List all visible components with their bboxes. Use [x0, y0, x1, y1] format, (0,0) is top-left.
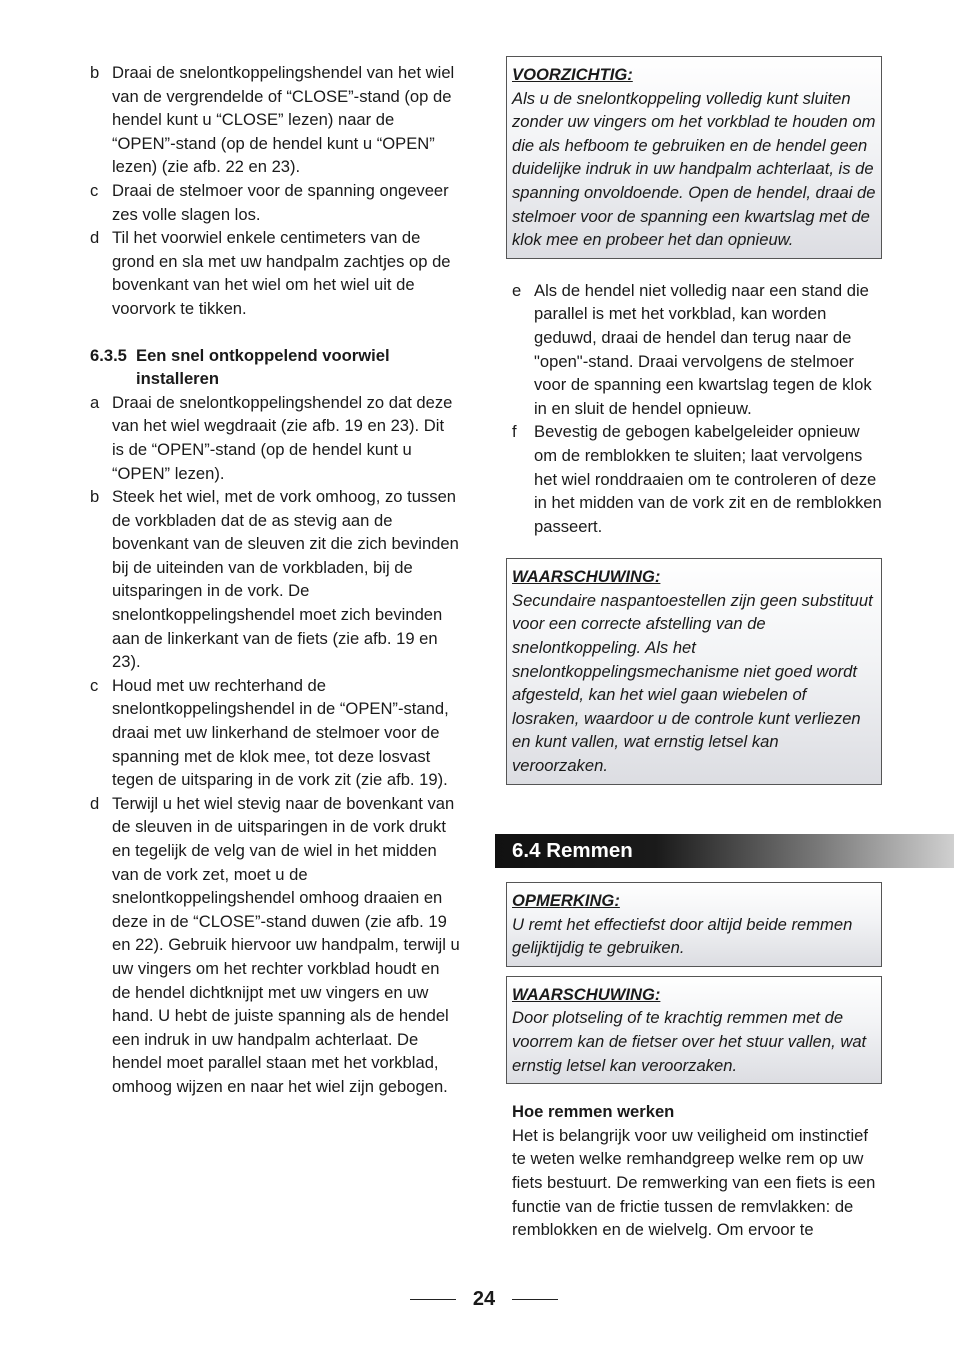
item-text: Steek het wiel, met de vork omhoog, zo tussen de vorkbladen dat de as stevig aan de bovenkant van de sleuven zit die zich bevinden bij de uiteinden van de vorkbladen, bij de uitsparingen in de vork. De snelontkoppelingshendel moet zich bevinden aan de linkerkant van de fiets (zie afb. 19 en 23). — [112, 487, 459, 672]
item-text: Draai de snelontkoppelingshendel zo dat deze van het wiel wegdraait (zie afb. 19 en 23). Dit is de “OPEN”-stand (op de hendel kunt u “OPEN” lezen). — [112, 392, 453, 483]
left-column — [90, 61, 460, 1099]
section-heading-bar: 6.4 Remmen — [495, 834, 954, 868]
page-footer — [0, 1284, 954, 1314]
item-text: Houd met uw rechterhand de snelontkoppelingshendel in de “OPEN”-stand, draai met uw linkerhand de stelmoer voor de spanning met de klok mee, tot deze losvast tegen de uitsparing in de vork zit (zie afb. 19). — [112, 675, 449, 790]
warning-text: Secundaire naspantoestellen zijn geen substituut voor een correcte afstelling van de snelontkoppeling. Als het snelontkoppelingsmechanisme niet goed wordt afgesteld, kan het wiel gaan wiebelen of losraken, waardoor u de controle kunt verliezen en kunt vallen, wat ernstig letsel kan veroorzaken. — [512, 590, 873, 776]
list-item — [90, 485, 460, 674]
warning-text: Door plotseling of te krachtig remmen met de voorrem kan de fietser over het stuur vallen, wat ernstig letsel kan veroorzaken. — [512, 1008, 867, 1075]
caution-label: VOORZICHTIG: — [512, 65, 633, 84]
item-letter: e — [512, 280, 522, 300]
item-letter: c — [90, 180, 99, 200]
subsection-title: Een snel ontkoppelend voorwiel installeren — [136, 345, 390, 389]
list-disassembly — [90, 61, 460, 321]
item-text: Til het voorwiel enkele centimeters van de grond en sla met uw handpalm zachtjes op de bovenkant van het wiel om het wiel uit de voorvork te tikken. — [112, 228, 451, 318]
how-brakes-work-title: Hoe remmen werken — [512, 1102, 675, 1122]
list-installation — [90, 391, 460, 1099]
warning-label: WAARSCHUWING: — [512, 984, 661, 1004]
item-text: Als de hendel niet volledig naar een stand die parallel is met het vorkblad, kan worden geduwd, draai de hendel dan terug naar de "open"-stand. Draai vervolgens de stelmoer voor de spanning een kwartslag tegen de klok in en sluit de hendel opnieuw. — [534, 280, 872, 418]
caution-box — [506, 56, 882, 259]
item-text: Terwijl u het wiel stevig naar de bovenkant van de sleuven in de uitsparingen in de vork drukt en tegelijk de velg van de wiel in het midden van de vork zet, moet u de snelontkoppelingshendel omhoog draaien en deze in de “CLOSE”-stand duwen (zie afb. 19 en 22). Gebruik hiervoor uw handpalm, terwijl u uw vingers om het rechter vorkblad houdt en de hendel dichtknijpt met uw vingers en uw hand. U hebt de juiste spanning als de hendel een indruk in uw handpalm achterlaat. De hendel moet parallel staan met het vorkblad, omhoog wijzen en naar het wiel zijn gebogen. — [112, 793, 460, 1096]
item-text: Draai de stelmoer voor de spanning ongeveer zes volle slagen los. — [112, 180, 449, 224]
right-column-lower — [506, 882, 882, 1242]
how-brakes-work-text: Het is belangrijk voor uw veiligheid om instinctief te weten welke remhandgreep welke rem op uw fiets bestuurt. De remwerking van een fiets is een functie van de frictie tussen de remvlakken: de remblokken en de wielvelg. Om ervoor te — [512, 1125, 876, 1240]
footer-rule-right — [512, 1299, 558, 1300]
right-column — [506, 56, 882, 785]
page-number: 24 — [472, 1288, 496, 1310]
how-brakes-work — [506, 1100, 882, 1242]
item-letter: b — [90, 63, 100, 82]
item-letter: b — [90, 487, 100, 507]
item-letter: d — [90, 793, 100, 813]
warning-box-brakes — [506, 976, 882, 1084]
footer-rule-left — [410, 1299, 456, 1300]
warning-label: WAARSCHUWING: — [512, 567, 661, 587]
list-item — [512, 279, 882, 421]
note-text: U remt het effectiefst door altijd beide remmen gelijktijdig te gebruiken. — [512, 914, 853, 958]
list-item — [90, 61, 460, 179]
note-box — [506, 882, 882, 967]
list-item — [90, 674, 460, 792]
subsection-heading — [90, 344, 460, 391]
item-text: Draai de snelontkoppelingshendel van het wiel van de vergrendelde of “CLOSE”-stand (op de hendel kunt u “CLOSE” lezen) naar de “OPEN”-stand (op de hendel kunt u “OPEN” lezen) (zie afb. 22 en 23). — [112, 63, 455, 177]
item-letter: c — [90, 675, 99, 695]
item-text: Bevestig de gebogen kabelgeleider opnieuw om de remblokken te sluiten; laat vervolgens het wiel ronddraaien om te controleren of deze in het midden van de vork zit en de remblokken passeert. — [534, 422, 882, 536]
caution-text: Als u de snelontkoppeling volledig kunt sluiten zonder uw vingers om het vorkblad te houden om die als hefboom te gebruiken en de hendel geen duidelijke indruk in uw handpalm achterlaat, is de spanning onvoldoende. Open de hendel, draai de stelmoer voor de spanning een kwartslag met de klok mee en probeer het dan opnieuw. — [512, 88, 876, 250]
note-label: OPMERKING: — [512, 891, 620, 910]
subsection-number: 6.3.5 — [90, 345, 127, 365]
list-item — [512, 420, 882, 538]
list-item — [90, 792, 460, 1099]
list-item — [90, 226, 460, 320]
list-continued — [506, 279, 882, 539]
item-letter: d — [90, 228, 100, 248]
list-item — [90, 179, 460, 226]
list-item — [90, 391, 460, 485]
item-letter: f — [512, 422, 517, 442]
warning-box-quick-release — [506, 558, 882, 784]
item-letter: a — [90, 392, 100, 412]
